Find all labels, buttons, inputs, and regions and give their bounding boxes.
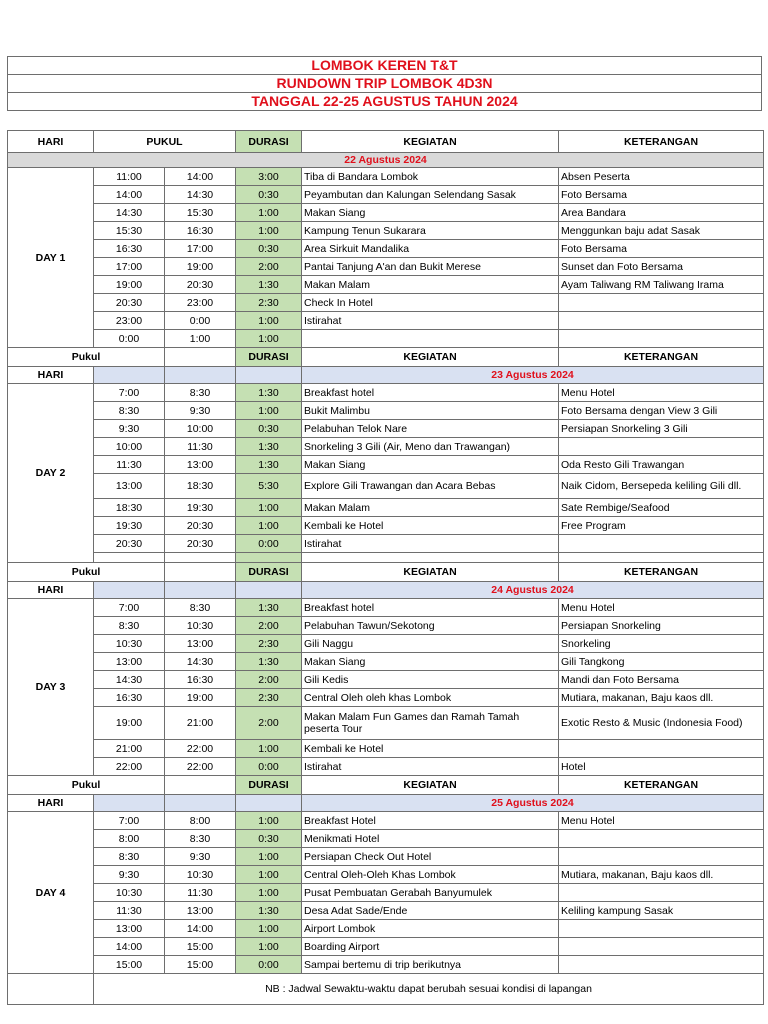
duration: 1:00	[236, 517, 302, 535]
header-kegiatan: KEGIATAN	[302, 131, 559, 153]
schedule-row	[8, 384, 764, 402]
activity	[302, 330, 559, 348]
end-time: 20:30	[165, 517, 236, 535]
start-time: 19:00	[94, 276, 165, 294]
day-label: DAY 4	[8, 812, 94, 974]
trip-title: RUNDOWN TRIP LOMBOK 4D3N	[8, 75, 762, 93]
date-banner: 24 Agustus 2024	[302, 582, 764, 599]
start-time: 21:00	[94, 740, 165, 758]
footnote-row	[8, 974, 764, 1005]
start-time: 8:30	[94, 617, 165, 635]
end-time: 15:30	[165, 204, 236, 222]
duration: 1:00	[236, 312, 302, 330]
date-row-blank	[236, 582, 302, 599]
end-time: 19:30	[165, 499, 236, 517]
start-time: 7:00	[94, 384, 165, 402]
note: Gili Tangkong	[559, 653, 764, 671]
subheader-durasi: DURASI	[236, 563, 302, 582]
schedule-row	[8, 671, 764, 689]
header-pukul: PUKUL	[94, 131, 236, 153]
subheader-blank	[165, 348, 236, 367]
note: Foto Bersama	[559, 186, 764, 204]
duration: 0:30	[236, 240, 302, 258]
title-box	[7, 56, 762, 111]
activity: Bukit Malimbu	[302, 402, 559, 420]
start-time: 16:30	[94, 240, 165, 258]
duration: 2:30	[236, 294, 302, 312]
schedule-row	[8, 599, 764, 617]
duration: 0:30	[236, 420, 302, 438]
end-time: 15:00	[165, 938, 236, 956]
schedule-row	[8, 956, 764, 974]
end-time: 14:30	[165, 186, 236, 204]
blank-cell	[94, 553, 165, 563]
end-time: 16:30	[165, 222, 236, 240]
date-banner: 22 Agustus 2024	[8, 153, 764, 168]
duration: 1:00	[236, 866, 302, 884]
schedule-row	[8, 294, 764, 312]
date-row-blank	[94, 367, 165, 384]
note: Menu Hotel	[559, 599, 764, 617]
schedule-row	[8, 866, 764, 884]
end-time: 11:30	[165, 884, 236, 902]
schedule-row	[8, 938, 764, 956]
schedule-row	[8, 420, 764, 438]
note: Naik Cidom, Bersepeda keliling Gili dll.	[559, 474, 764, 499]
end-time: 20:30	[165, 276, 236, 294]
schedule-row	[8, 884, 764, 902]
schedule-row	[8, 517, 764, 535]
end-time: 10:30	[165, 866, 236, 884]
end-time: 8:00	[165, 812, 236, 830]
duration: 1:00	[236, 204, 302, 222]
start-time: 22:00	[94, 758, 165, 776]
end-time: 17:00	[165, 240, 236, 258]
end-time: 0:00	[165, 312, 236, 330]
schedule-row	[8, 204, 764, 222]
note: Absen Peserta	[559, 168, 764, 186]
activity: Menikmati Hotel	[302, 830, 559, 848]
date-banner: 23 Agustus 2024	[302, 367, 764, 384]
schedule-row	[8, 740, 764, 758]
end-time: 22:00	[165, 740, 236, 758]
footnote-spacer	[8, 974, 94, 1005]
duration: 2:00	[236, 707, 302, 740]
note: Menu Hotel	[559, 812, 764, 830]
note: Area Bandara	[559, 204, 764, 222]
start-time: 0:00	[94, 330, 165, 348]
end-time: 10:30	[165, 617, 236, 635]
note	[559, 312, 764, 330]
note	[559, 330, 764, 348]
activity: Gili Naggu	[302, 635, 559, 653]
note: Mutiara, makanan, Baju kaos dll.	[559, 689, 764, 707]
rundown-table	[7, 130, 764, 1005]
duration: 0:00	[236, 758, 302, 776]
duration: 1:30	[236, 902, 302, 920]
date-row-hari: HARI	[8, 367, 94, 384]
header-row	[8, 131, 764, 153]
activity: Desa Adat Sade/Ende	[302, 902, 559, 920]
start-time: 10:30	[94, 884, 165, 902]
start-time: 9:30	[94, 420, 165, 438]
note: Menggunkan baju adat Sasak	[559, 222, 764, 240]
schedule-row	[8, 438, 764, 456]
activity: Sampai bertemu di trip berikutnya	[302, 956, 559, 974]
subheader-keterangan: KETERANGAN	[559, 563, 764, 582]
schedule-row	[8, 689, 764, 707]
activity: Explore Gili Trawangan dan Acara Bebas	[302, 474, 559, 499]
note: Free Program	[559, 517, 764, 535]
activity: Persiapan Check Out Hotel	[302, 848, 559, 866]
rundown-body	[8, 131, 764, 1005]
activity: Pelabuhan Telok Nare	[302, 420, 559, 438]
note: Exotic Resto & Music (Indonesia Food)	[559, 707, 764, 740]
end-time: 21:00	[165, 707, 236, 740]
blank-cell	[302, 553, 559, 563]
start-time: 13:00	[94, 653, 165, 671]
activity: Makan Malam	[302, 499, 559, 517]
start-time: 14:00	[94, 186, 165, 204]
start-time: 18:30	[94, 499, 165, 517]
schedule-row	[8, 535, 764, 553]
subheader-blank	[165, 563, 236, 582]
duration: 1:30	[236, 384, 302, 402]
start-time: 15:00	[94, 956, 165, 974]
activity: Istirahat	[302, 312, 559, 330]
note	[559, 294, 764, 312]
note: Hotel	[559, 758, 764, 776]
duration: 1:00	[236, 920, 302, 938]
schedule-row	[8, 848, 764, 866]
activity: Central Oleh-Oleh Khas Lombok	[302, 866, 559, 884]
duration: 0:00	[236, 535, 302, 553]
schedule-row	[8, 920, 764, 938]
date-row-blank	[165, 795, 236, 812]
note: Persiapan Snorkeling 3 Gili	[559, 420, 764, 438]
schedule-row	[8, 168, 764, 186]
blank-duration	[236, 553, 302, 563]
start-time: 14:30	[94, 671, 165, 689]
subheader-kegiatan: KEGIATAN	[302, 348, 559, 367]
activity: Istirahat	[302, 535, 559, 553]
note: Ayam Taliwang RM Taliwang Irama	[559, 276, 764, 294]
duration: 5:30	[236, 474, 302, 499]
activity: Gili Kedis	[302, 671, 559, 689]
trip-date-title: TANGGAL 22-25 AGUSTUS TAHUN 2024	[8, 93, 762, 111]
duration: 2:00	[236, 617, 302, 635]
subheader-kegiatan: KEGIATAN	[302, 563, 559, 582]
date-row-blank	[236, 367, 302, 384]
subheader-blank	[165, 776, 236, 795]
duration: 2:30	[236, 635, 302, 653]
header-durasi: DURASI	[236, 131, 302, 153]
subheader-keterangan: KETERANGAN	[559, 348, 764, 367]
duration: 0:00	[236, 956, 302, 974]
subheader-durasi: DURASI	[236, 348, 302, 367]
duration: 0:30	[236, 830, 302, 848]
schedule-row	[8, 499, 764, 517]
duration: 2:30	[236, 689, 302, 707]
schedule-row	[8, 707, 764, 740]
start-time: 20:30	[94, 294, 165, 312]
start-time: 14:30	[94, 204, 165, 222]
duration: 3:00	[236, 168, 302, 186]
end-time: 14:30	[165, 653, 236, 671]
schedule-row	[8, 635, 764, 653]
note	[559, 848, 764, 866]
start-time: 8:30	[94, 402, 165, 420]
activity: Makan Siang	[302, 653, 559, 671]
end-time: 9:30	[165, 848, 236, 866]
date-row-blank	[94, 582, 165, 599]
end-time: 13:00	[165, 456, 236, 474]
duration: 1:00	[236, 812, 302, 830]
subheader-row	[8, 776, 764, 795]
note: Mandi dan Foto Bersama	[559, 671, 764, 689]
note: Keliling kampung Sasak	[559, 902, 764, 920]
activity: Pelabuhan Tawun/Sekotong	[302, 617, 559, 635]
end-time: 20:30	[165, 535, 236, 553]
schedule-row	[8, 812, 764, 830]
schedule-row	[8, 186, 764, 204]
duration: 1:00	[236, 222, 302, 240]
start-time: 11:00	[94, 168, 165, 186]
activity: Peyambutan dan Kalungan Selendang Sasak	[302, 186, 559, 204]
duration: 1:30	[236, 653, 302, 671]
schedule-row	[8, 330, 764, 348]
duration: 0:30	[236, 186, 302, 204]
note	[559, 956, 764, 974]
note	[559, 438, 764, 456]
start-time: 16:30	[94, 689, 165, 707]
duration: 2:00	[236, 671, 302, 689]
day-label: DAY 3	[8, 599, 94, 776]
start-time: 9:30	[94, 866, 165, 884]
start-time: 13:00	[94, 474, 165, 499]
blank-row	[8, 553, 764, 563]
end-time: 8:30	[165, 384, 236, 402]
end-time: 18:30	[165, 474, 236, 499]
note: Sunset dan Foto Bersama	[559, 258, 764, 276]
activity: Snorkeling 3 Gili (Air, Meno dan Trawangan)	[302, 438, 559, 456]
start-time: 15:30	[94, 222, 165, 240]
activity: Breakfast hotel	[302, 384, 559, 402]
note	[559, 920, 764, 938]
blank-cell	[559, 553, 764, 563]
end-time: 23:00	[165, 294, 236, 312]
activity: Pantai Tanjung A'an dan Bukit Merese	[302, 258, 559, 276]
brand-title: LOMBOK KEREN T&T	[8, 57, 762, 75]
duration: 1:30	[236, 456, 302, 474]
end-time: 13:00	[165, 635, 236, 653]
end-time: 14:00	[165, 168, 236, 186]
duration: 1:30	[236, 599, 302, 617]
activity: Makan Siang	[302, 456, 559, 474]
activity: Kembali ke Hotel	[302, 740, 559, 758]
activity: Breakfast Hotel	[302, 812, 559, 830]
end-time: 1:00	[165, 330, 236, 348]
note: Foto Bersama dengan View 3 Gili	[559, 402, 764, 420]
note: Snorkeling	[559, 635, 764, 653]
start-time: 13:00	[94, 920, 165, 938]
duration: 1:00	[236, 499, 302, 517]
schedule-row	[8, 312, 764, 330]
activity: Breakfast hotel	[302, 599, 559, 617]
note: Mutiara, makanan, Baju kaos dll.	[559, 866, 764, 884]
schedule-row	[8, 402, 764, 420]
duration: 1:00	[236, 938, 302, 956]
start-time: 23:00	[94, 312, 165, 330]
duration: 1:00	[236, 848, 302, 866]
duration: 1:00	[236, 740, 302, 758]
note: Foto Bersama	[559, 240, 764, 258]
note: Oda Resto Gili Trawangan	[559, 456, 764, 474]
header-keterangan: KETERANGAN	[559, 131, 764, 153]
end-time: 19:00	[165, 689, 236, 707]
end-time: 22:00	[165, 758, 236, 776]
activity: Makan Malam Fun Games dan Ramah Tamah peserta Tour	[302, 707, 559, 740]
schedule-row	[8, 474, 764, 499]
date-row-hari: HARI	[8, 795, 94, 812]
date-row	[8, 795, 764, 812]
end-time: 14:00	[165, 920, 236, 938]
start-time: 11:30	[94, 902, 165, 920]
activity: Kembali ke Hotel	[302, 517, 559, 535]
duration: 1:30	[236, 438, 302, 456]
blank-cell	[165, 553, 236, 563]
end-time: 10:00	[165, 420, 236, 438]
date-row-blank	[165, 367, 236, 384]
date-row-blank	[165, 582, 236, 599]
schedule-row	[8, 758, 764, 776]
start-time: 20:30	[94, 535, 165, 553]
day-label: DAY 1	[8, 168, 94, 348]
start-time: 8:00	[94, 830, 165, 848]
start-time: 17:00	[94, 258, 165, 276]
end-time: 15:00	[165, 956, 236, 974]
schedule-row	[8, 240, 764, 258]
subheader-row	[8, 563, 764, 582]
end-time: 9:30	[165, 402, 236, 420]
note	[559, 740, 764, 758]
end-time: 16:30	[165, 671, 236, 689]
activity: Makan Siang	[302, 204, 559, 222]
end-time: 11:30	[165, 438, 236, 456]
schedule-row	[8, 830, 764, 848]
schedule-row	[8, 258, 764, 276]
activity: Pusat Pembuatan Gerabah Banyumulek	[302, 884, 559, 902]
note	[559, 830, 764, 848]
subheader-pukul: Pukul	[8, 776, 165, 795]
activity: Boarding Airport	[302, 938, 559, 956]
header-hari: HARI	[8, 131, 94, 153]
date-row-blank	[94, 795, 165, 812]
start-time: 19:00	[94, 707, 165, 740]
note	[559, 938, 764, 956]
date-row	[8, 367, 764, 384]
start-time: 7:00	[94, 812, 165, 830]
schedule-row	[8, 617, 764, 635]
duration: 1:00	[236, 330, 302, 348]
day-label: DAY 2	[8, 384, 94, 563]
activity: Check In Hotel	[302, 294, 559, 312]
subheader-row	[8, 348, 764, 367]
duration: 1:00	[236, 884, 302, 902]
subheader-keterangan: KETERANGAN	[559, 776, 764, 795]
note: Persiapan Snorkeling	[559, 617, 764, 635]
schedule-row	[8, 902, 764, 920]
duration: 1:00	[236, 402, 302, 420]
start-time: 7:00	[94, 599, 165, 617]
activity: Makan Malam	[302, 276, 559, 294]
schedule-row	[8, 222, 764, 240]
start-time: 10:30	[94, 635, 165, 653]
subheader-durasi: DURASI	[236, 776, 302, 795]
subheader-pukul: Pukul	[8, 348, 165, 367]
activity: Tiba di Bandara Lombok	[302, 168, 559, 186]
schedule-row	[8, 456, 764, 474]
date-row	[8, 582, 764, 599]
end-time: 19:00	[165, 258, 236, 276]
note: Sate Rembige/Seafood	[559, 499, 764, 517]
note	[559, 884, 764, 902]
start-time: 10:00	[94, 438, 165, 456]
date-row-hari: HARI	[8, 582, 94, 599]
duration: 1:30	[236, 276, 302, 294]
start-time: 14:00	[94, 938, 165, 956]
date-row	[8, 153, 764, 168]
activity: Area Sirkuit Mandalika	[302, 240, 559, 258]
schedule-row	[8, 653, 764, 671]
end-time: 13:00	[165, 902, 236, 920]
duration: 2:00	[236, 258, 302, 276]
end-time: 8:30	[165, 830, 236, 848]
footnote: NB : Jadwal Sewaktu-waktu dapat berubah sesuai kondisi di lapangan	[94, 974, 764, 1005]
date-banner: 25 Agustus 2024	[302, 795, 764, 812]
note	[559, 535, 764, 553]
activity: Airport Lombok	[302, 920, 559, 938]
activity: Kampung Tenun Sukarara	[302, 222, 559, 240]
activity: Istirahat	[302, 758, 559, 776]
note: Menu Hotel	[559, 384, 764, 402]
start-time: 19:30	[94, 517, 165, 535]
end-time: 8:30	[165, 599, 236, 617]
date-row-blank	[236, 795, 302, 812]
subheader-pukul: Pukul	[8, 563, 165, 582]
subheader-kegiatan: KEGIATAN	[302, 776, 559, 795]
schedule-row	[8, 276, 764, 294]
start-time: 11:30	[94, 456, 165, 474]
start-time: 8:30	[94, 848, 165, 866]
activity: Central Oleh oleh khas Lombok	[302, 689, 559, 707]
